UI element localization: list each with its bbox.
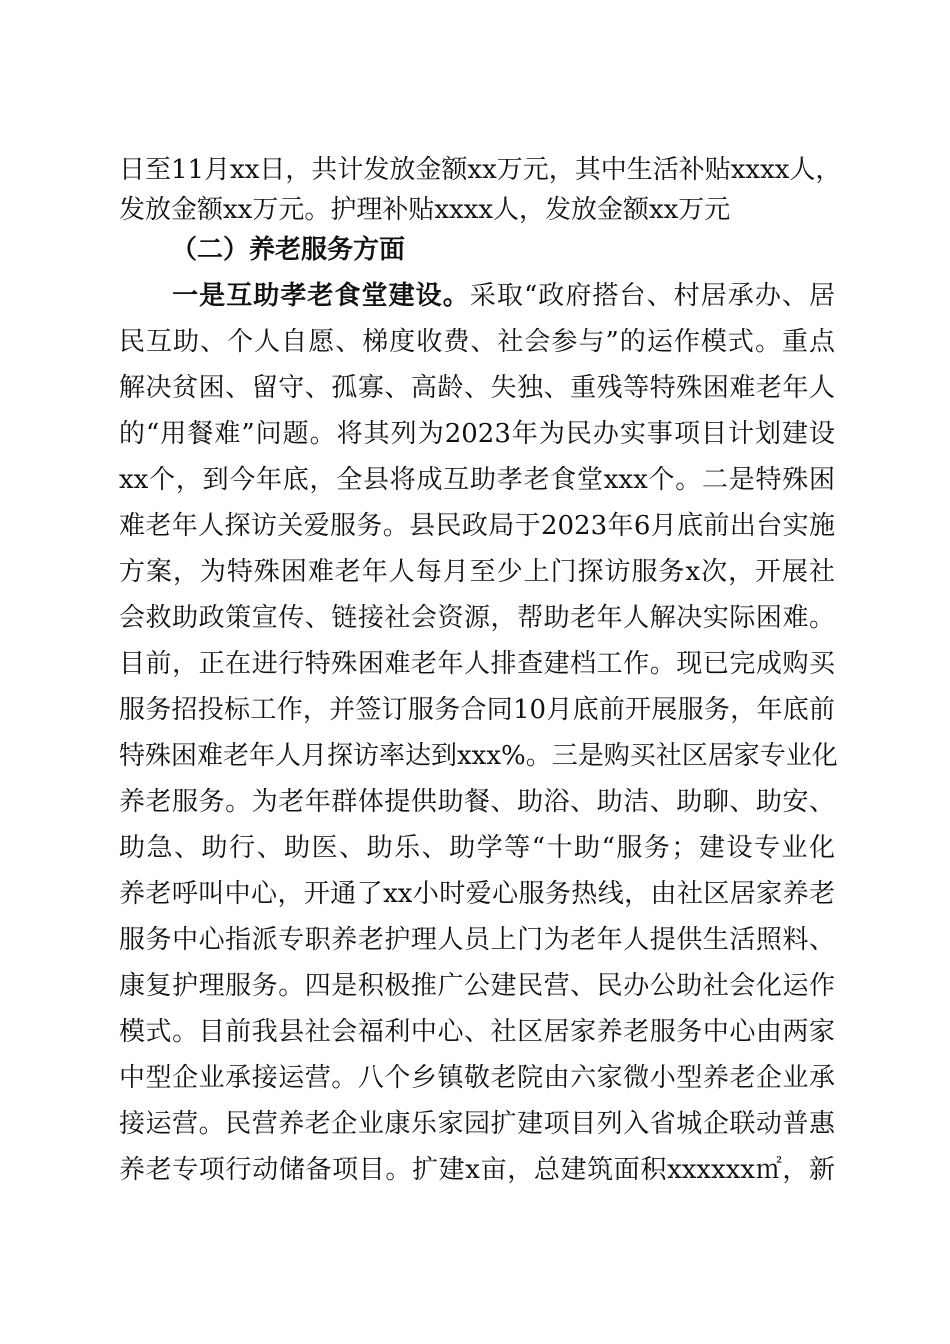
body-text-line: 目前，正在进行特殊困难老年人排查建档工作。现已完成购买 [119,649,835,679]
body-text-line: 助急、助行、助医、助乐、助学等“十助“服务；建设专业化 [119,833,835,863]
body-text-line: 发放金额xx万元。护理补贴xxxx人，发放金额xx万元 [119,195,731,225]
body-text-line: 日至11月xx日，共计发放金额xx万元，其中生活补贴xxxx人， [119,155,842,185]
paragraph-first-line [119,276,835,316]
body-text-line: 养老专项行动储备项目。扩建x亩，总建筑面积xxxxxx㎡，新 [119,1155,835,1185]
body-text-line: 中型企业承接运营。八个乡镇敬老院由六家微小型养老企业承 [119,1063,835,1093]
body-text-line: 解决贫困、留守、孤寡、高龄、失独、重残等特殊困难老年人 [119,373,835,403]
body-text-line: 的“用餐难”问题。将其列为2023年为民办实事项目计划建设 [119,419,835,449]
body-text-line: 会救助政策宣传、链接社会资源，帮助老年人解决实际困难。 [119,603,835,633]
body-text-line: 方案，为特殊困难老年人每月至少上门探访服务x次，开展社 [119,557,835,587]
body-text-line: 特殊困难老年人月探访率达到xxx%。三是购买社区居家专业化 [119,741,838,771]
paragraph-lead-rest: 采取“政府搭台、村居承办、居 [469,281,835,311]
section-heading: （二）养老服务方面 [171,235,406,265]
body-text-line: 难老年人探访关爱服务。县民政局于2023年6月底前出台实施 [119,511,835,541]
body-text-line: 民互助、个人自愿、梯度收费、社会参与”的运作模式。重点 [119,327,835,357]
body-text-line: 服务招投标工作，并签订服务合同10月底前开展服务，年底前 [119,695,835,725]
body-text-line: xx个，到今年底，全县将成互助孝老食堂xxx个。二是特殊困 [119,465,835,495]
body-text-line: 康复护理服务。四是积极推广公建民营、民办公助社会化运作 [119,971,835,1001]
body-text-line: 模式。目前我县社会福利中心、社区居家养老服务中心由两家 [119,1017,835,1047]
body-text-line: 服务中心指派专职养老护理人员上门为老年人提供生活照料、 [119,925,835,955]
body-text-line: 养老呼叫中心，开通了xx小时爱心服务热线，由社区居家养老 [119,879,835,909]
paragraph-lead-bold: 一是互助孝老食堂建设。 [171,281,470,311]
body-text-line: 养老服务。为老年群体提供助餐、助浴、助洁、助聊、助安、 [119,787,835,817]
body-text-line: 接运营。民营养老企业康乐家园扩建项目列入省城企联动普惠 [119,1109,835,1139]
